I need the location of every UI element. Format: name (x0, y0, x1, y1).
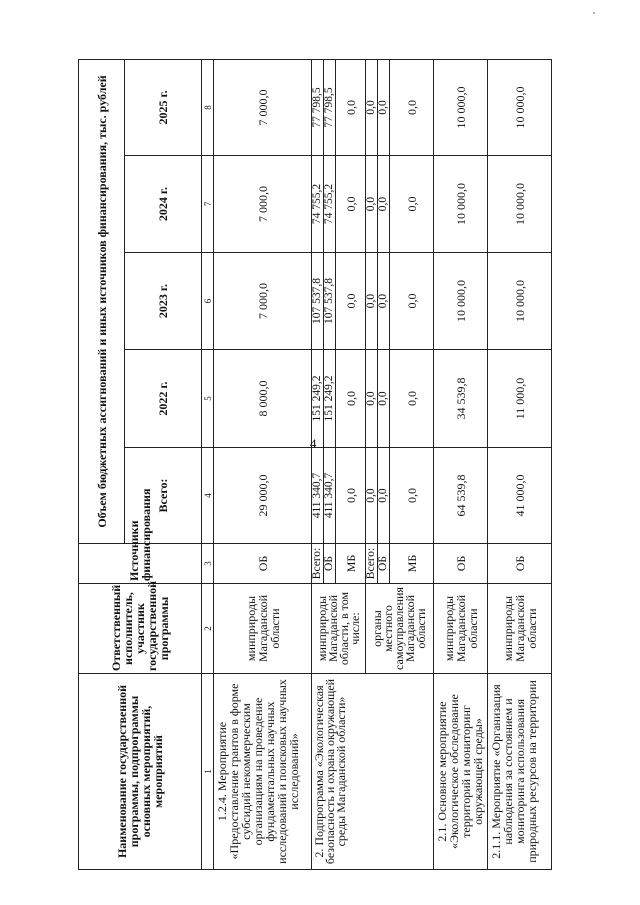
header-name: Наименование государственной программы, подпрограммы основных мероприятий, мероприятий (79, 674, 202, 870)
value-2023: 0,0 (390, 253, 434, 350)
value-total: 0,0 (336, 448, 366, 544)
value-2024: 74 755,2 (312, 156, 324, 253)
value-2024: 74 755,2 (324, 156, 336, 253)
value-2025: 7 000,0 (214, 59, 312, 155)
value-2025: 77 798,5 (324, 59, 336, 155)
value-2023: 107 537,8 (324, 253, 336, 350)
value-total: 0,0 (378, 448, 390, 544)
col-number: 4 (202, 448, 214, 544)
header-volume: Объем бюджетных ассигнований и иных источников финансирования, тыс. рублей (79, 59, 125, 543)
header-source: Источники финансирования (79, 544, 202, 584)
value-2025: 0,0 (336, 59, 366, 155)
subprogram-name: 2. Подпрограмма «Экологическая безопасность и охрана окружающей среды Магаданской области» (312, 674, 434, 870)
value-2025: 10 000,0 (434, 59, 488, 155)
col-number: 1 (202, 674, 214, 870)
executor: минприроды Магаданской области (488, 584, 552, 674)
funding-source: МБ (336, 544, 366, 584)
funding-source: Всего: (312, 544, 324, 584)
value-2022: 11 000,0 (488, 350, 552, 448)
page-number: 4 (310, 436, 317, 451)
value-2025: 0,0 (366, 59, 378, 155)
value-2022: 0,0 (390, 350, 434, 448)
value-2022: 151 249,2 (324, 350, 336, 448)
funding-source: ОБ (214, 544, 312, 584)
funding-source: ОБ (378, 544, 390, 584)
measure-name: 1.2.4. Мероприятие «Предоставление грантов в форме субсидий некоммерческим организациям на проведение фундаментальных научных исследований и поисковых научных исследований» (214, 674, 312, 870)
col-number: 6 (202, 253, 214, 350)
value-2023: 107 537,8 (312, 253, 324, 350)
col-number: 5 (202, 350, 214, 448)
value-2022: 151 249,2 (312, 350, 324, 448)
header-executor: Ответственный исполнитель, участник государственной программы (79, 584, 202, 674)
value-2025: 0,0 (378, 59, 390, 155)
header-2025: 2025 г. (125, 59, 202, 155)
header-2024: 2024 г. (125, 156, 202, 253)
value-2025: 0,0 (390, 59, 434, 155)
value-total: 29 000,0 (214, 448, 312, 544)
header-total: Всего: (125, 448, 202, 544)
value-2023: 10 000,0 (434, 253, 488, 350)
value-total: 411 340,7 (324, 448, 336, 544)
speck (593, 12, 595, 14)
funding-source: ОБ (324, 544, 336, 584)
funding-source: МБ (390, 544, 434, 584)
value-2022: 34 539,8 (434, 350, 488, 448)
header-2022: 2022 г. (125, 350, 202, 448)
value-2025: 10 000,0 (488, 59, 552, 155)
measure-name: 2.1.1. Мероприятие «Организация наблюдения за состоянием и мониторинга использования природных ресурсов на территории (488, 674, 552, 870)
budget-table (78, 59, 552, 870)
executor: органы местного самоуправления Магаданской области (366, 584, 434, 674)
col-number: 2 (202, 584, 214, 674)
value-total: 64 539,8 (434, 448, 488, 544)
value-2023: 10 000,0 (488, 253, 552, 350)
value-2023: 0,0 (378, 253, 390, 350)
value-2025: 77 798,5 (312, 59, 324, 155)
value-2022: 8 000,0 (214, 350, 312, 448)
value-2024: 10 000,0 (488, 156, 552, 253)
value-2024: 7 000,0 (214, 156, 312, 253)
value-2024: 0,0 (366, 156, 378, 253)
funding-source: ОБ (488, 544, 552, 584)
col-number: 7 (202, 156, 214, 253)
value-2023: 0,0 (366, 253, 378, 350)
value-2023: 0,0 (336, 253, 366, 350)
executor: минприроды Магаданской области, в том числе: (312, 584, 366, 674)
value-2024: 0,0 (390, 156, 434, 253)
value-2024: 10 000,0 (434, 156, 488, 253)
value-2024: 0,0 (336, 156, 366, 253)
funding-source: ОБ (434, 544, 488, 584)
value-2022: 0,0 (336, 350, 366, 448)
value-total: 0,0 (390, 448, 434, 544)
value-2023: 7 000,0 (214, 253, 312, 350)
value-2022: 0,0 (366, 350, 378, 448)
measure-name: 2.1. Основное мероприятие «Экологическое обследование территорий и мониторинг окружающей среды» (434, 674, 488, 870)
col-number: 8 (202, 59, 214, 155)
value-total: 0,0 (366, 448, 378, 544)
value-total: 411 340,7 (312, 448, 324, 544)
col-number: 3 (202, 544, 214, 584)
executor: минприроды Магаданской области (434, 584, 488, 674)
value-2022: 0,0 (378, 350, 390, 448)
funding-source: Всего: (366, 544, 378, 584)
rotated-page (78, 60, 539, 870)
value-2024: 0,0 (378, 156, 390, 253)
value-total: 41 000,0 (488, 448, 552, 544)
header-2023: 2023 г. (125, 253, 202, 350)
executor: минприроды Магаданской области (214, 584, 312, 674)
